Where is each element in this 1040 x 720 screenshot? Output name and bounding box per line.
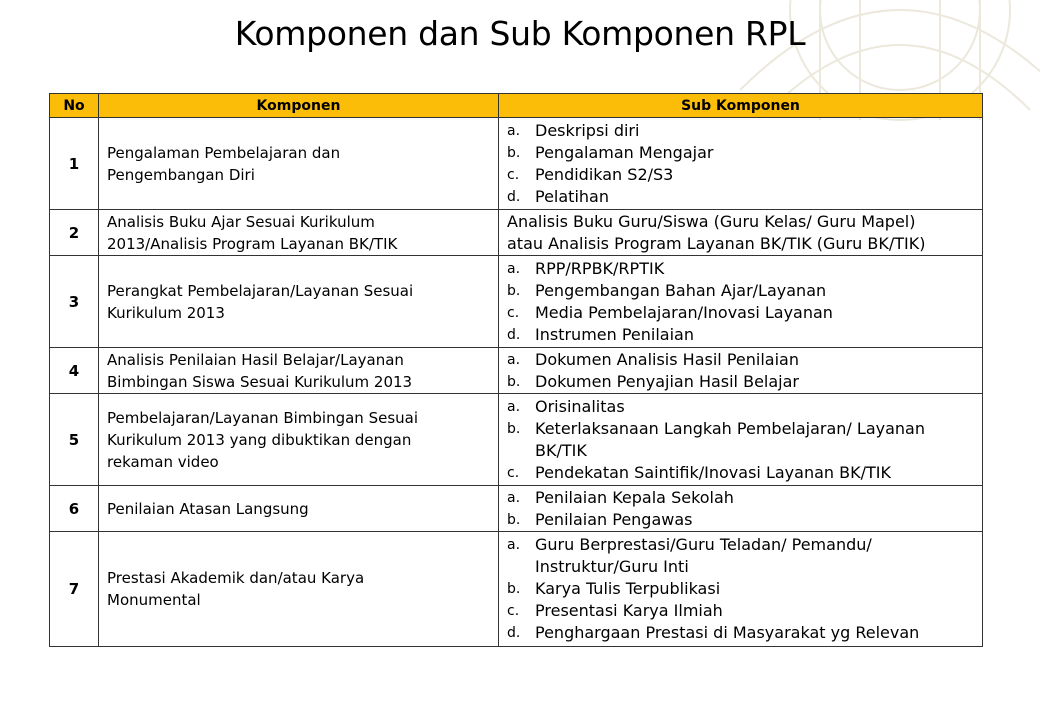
list-item: [507, 418, 974, 462]
komponen-text: Kurikulum 2013 yang dibuktikan dengan: [107, 430, 412, 449]
list-item-text: Deskripsi diri: [535, 120, 640, 140]
list-item-text: Karya Tulis Terpublikasi: [535, 579, 721, 598]
row-number: 6: [50, 486, 99, 532]
row-number: 5: [50, 394, 99, 486]
list-marker: b.: [507, 282, 521, 299]
list-item: [507, 578, 974, 600]
list-marker: c.: [507, 464, 520, 481]
table-row: [50, 118, 983, 210]
komponen-cell: [99, 210, 499, 256]
list-item-text: Pengalaman Mengajar: [535, 142, 714, 162]
sub-komponen-list: [507, 258, 974, 346]
list-item-text: Dokumen Analisis Hasil Penilaian: [535, 349, 799, 369]
row-number: 7: [50, 532, 99, 647]
komponen-text: rekaman video: [107, 452, 219, 471]
list-marker: d.: [507, 188, 521, 205]
header-sub-komponen: Sub Komponen: [499, 94, 983, 118]
sub-komponen-cell: [499, 394, 983, 486]
header-no: No: [50, 94, 99, 118]
list-item-text: Pendidikan S2/S3: [535, 164, 674, 184]
list-item: [507, 120, 974, 142]
sub-komponen-cell: [499, 118, 983, 210]
list-item-text: Penghargaan Prestasi di Masyarakat yg Relevan: [535, 623, 920, 642]
komponen-cell: [99, 256, 499, 348]
list-item: [507, 462, 974, 484]
komponen-cell: [99, 394, 499, 486]
row-number: 4: [50, 348, 99, 394]
list-item-text: RPP/RPBK/RPTIK: [535, 258, 665, 278]
komponen-text: 2013/Analisis Program Layanan BK/TIK: [107, 234, 398, 253]
list-marker: a.: [507, 489, 521, 506]
list-marker: c.: [507, 166, 520, 183]
sub-komponen-list: [507, 487, 974, 531]
sub-komponen-list: [507, 120, 974, 208]
sub-komponen-cell: [499, 348, 983, 394]
sub-komponen-text: Analisis Buku Guru/Siswa (Guru Kelas/ Guru Mapel): [507, 211, 916, 231]
list-item-text: Pelatihan: [535, 186, 609, 206]
list-marker: b.: [507, 144, 521, 161]
list-item-text: Penilaian Pengawas: [535, 509, 693, 529]
komponen-text: Penilaian Atasan Langsung: [107, 499, 309, 518]
list-marker: c.: [507, 304, 520, 321]
table-row: [50, 256, 983, 348]
table-row: [50, 532, 983, 647]
komponen-text: Pengalaman Pembelajaran dan: [107, 143, 341, 162]
list-item-text: Keterlaksanaan Langkah Pembelajaran/ Layanan BK/TIK: [535, 418, 925, 460]
komponen-cell: [99, 118, 499, 210]
table-row: [50, 394, 983, 486]
list-marker: a.: [507, 398, 521, 415]
list-item: [507, 142, 974, 164]
sub-komponen-text: atau Analisis Program Layanan BK/TIK (Guru BK/TIK): [507, 233, 926, 253]
list-item-text: Instrumen Penilaian: [535, 324, 694, 344]
list-item: [507, 534, 974, 578]
list-item: [507, 302, 974, 324]
page-title: Komponen dan Sub Komponen RPL: [234, 14, 806, 53]
list-marker: d.: [507, 326, 521, 343]
komponen-text: Pengembangan Diri: [107, 165, 255, 184]
sub-komponen-list: [507, 396, 974, 484]
list-item: [507, 487, 974, 509]
list-item: [507, 349, 974, 371]
row-number: 2: [50, 210, 99, 256]
list-marker: b.: [507, 373, 521, 390]
sub-komponen-list: [507, 534, 974, 644]
list-item: [507, 280, 974, 302]
list-marker: a.: [507, 260, 521, 277]
header-komponen: Komponen: [99, 94, 499, 118]
list-marker: d.: [507, 625, 521, 641]
row-number: 1: [50, 118, 99, 210]
table-row: [50, 348, 983, 394]
sub-komponen-cell: [499, 256, 983, 348]
list-item: [507, 258, 974, 280]
komponen-text: Analisis Penilaian Hasil Belajar/Layanan: [107, 350, 404, 369]
table-row: [50, 486, 983, 532]
komponen-cell: [99, 348, 499, 394]
komponen-text: Bimbingan Siswa Sesuai Kurikulum 2013: [107, 372, 413, 391]
list-item: [507, 622, 974, 644]
list-item: [507, 371, 974, 393]
list-item-text: Media Pembelajaran/Inovasi Layanan: [535, 302, 833, 322]
list-item: [507, 186, 974, 208]
list-marker: b.: [507, 581, 521, 597]
table-header-row: [50, 94, 983, 118]
komponen-text: Prestasi Akademik dan/atau Karya: [107, 569, 365, 587]
list-item-text: Presentasi Karya Ilmiah: [535, 601, 723, 620]
komponen-text: Pembelajaran/Layanan Bimbingan Sesuai: [107, 408, 419, 427]
list-item: [507, 600, 974, 622]
list-marker: b.: [507, 511, 521, 528]
list-item-text: Orisinalitas: [535, 396, 625, 416]
komponen-cell: [99, 486, 499, 532]
list-item: [507, 509, 974, 531]
list-marker: c.: [507, 603, 520, 619]
sub-komponen-cell: [499, 532, 983, 647]
list-item-text: Penilaian Kepala Sekolah: [535, 487, 734, 507]
table-row: [50, 210, 983, 256]
list-item-text: Pendekatan Saintifik/Inovasi Layanan BK/TIK: [535, 462, 891, 482]
list-item: [507, 164, 974, 186]
sub-komponen-list: [507, 349, 974, 393]
list-item-text: Dokumen Penyajian Hasil Belajar: [535, 371, 799, 391]
list-marker: a.: [507, 351, 521, 368]
list-marker: a.: [507, 537, 521, 553]
komponen-text: Kurikulum 2013: [107, 303, 225, 322]
sub-komponen-cell: [499, 210, 983, 256]
list-marker: b.: [507, 420, 521, 437]
list-item: [507, 396, 974, 418]
list-item: [507, 324, 974, 346]
sub-komponen-cell: [499, 486, 983, 532]
komponen-cell: [99, 532, 499, 647]
list-marker: a.: [507, 122, 521, 139]
row-number: 3: [50, 256, 99, 348]
komponen-text: Perangkat Pembelajaran/Layanan Sesuai: [107, 281, 414, 300]
rpl-components-table: [49, 93, 983, 647]
komponen-text: Monumental: [107, 591, 201, 609]
komponen-text: Analisis Buku Ajar Sesuai Kurikulum: [107, 212, 375, 231]
list-item-text: Guru Berprestasi/Guru Teladan/ Pemandu/ Instruktur/Guru Inti: [535, 535, 872, 576]
list-item-text: Pengembangan Bahan Ajar/Layanan: [535, 280, 827, 300]
